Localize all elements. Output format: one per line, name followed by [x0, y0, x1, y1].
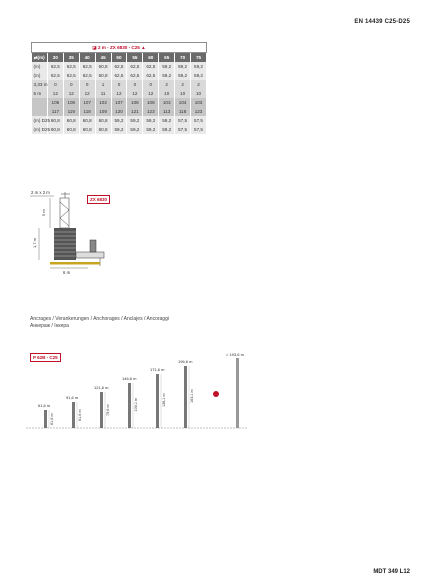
table-cell: 60,8	[63, 125, 79, 134]
counterweight-icon: ▲	[141, 44, 146, 50]
table-cell: 0	[79, 80, 95, 89]
table-cell: 109	[95, 107, 111, 116]
table-cell: 12	[143, 89, 159, 98]
tower-column	[150, 367, 166, 428]
row-label: 5 m	[32, 89, 48, 98]
height-dim-1: 5 m	[41, 209, 46, 216]
table-cell: 12	[79, 89, 95, 98]
table-cell: 60,8	[47, 125, 63, 134]
anchors-caption	[30, 316, 169, 330]
table-cell: 59,2	[111, 125, 127, 134]
table-cell: 59,2	[159, 71, 175, 80]
top-dim-label: 2 m x 2 m	[31, 190, 50, 195]
table-row	[32, 116, 207, 125]
tower-bar	[184, 366, 187, 428]
table-cell: 57,5	[191, 116, 207, 125]
jib-length: 75	[191, 53, 207, 63]
jib-header: ⇄(m)	[32, 53, 48, 63]
table-cell: 10	[175, 89, 191, 98]
table-cell: 121	[127, 107, 143, 116]
anchors-line-1: Ancrages / Verankerungen / Anchorages / Anclajes / Ancoraggi	[30, 316, 169, 322]
table-cell: 62,5	[111, 62, 127, 71]
max-tower-bar	[236, 358, 239, 428]
row-label: (m) D25	[33, 127, 51, 132]
table-cell: 60,8	[95, 71, 111, 80]
tower-top-label: 196,6 m	[178, 359, 193, 364]
table-cell: 10	[191, 89, 207, 98]
tower-mid-label: 138,1 m	[162, 393, 166, 407]
table-row	[32, 125, 207, 134]
table-cell: 1	[95, 80, 111, 89]
table-cell: 108	[127, 98, 143, 107]
tower-column	[122, 376, 138, 428]
row-label	[32, 107, 48, 116]
mast-base	[54, 228, 76, 260]
table-cell: 0	[127, 80, 143, 89]
table-cell: 108	[143, 98, 159, 107]
table-cell: 11	[95, 89, 111, 98]
jib-icon: ⇄	[33, 54, 38, 60]
table-row	[32, 80, 207, 89]
tower-bar	[100, 392, 103, 428]
table-cell: 10	[159, 89, 175, 98]
tower-top-label: 61,6 m	[38, 403, 51, 408]
table-cell: 59,2	[111, 116, 127, 125]
table-cell: 0	[111, 80, 127, 89]
tower-mid-label: 61,6 m	[78, 409, 82, 421]
table-cell: 59,2	[159, 62, 175, 71]
table-cell: 106	[63, 98, 79, 107]
table-cell: 62,5	[127, 71, 143, 80]
jib-length: 70	[175, 53, 191, 63]
tower-top-label: 91,6 m	[66, 395, 79, 400]
jib-length: 50	[111, 53, 127, 63]
jib-length: 30	[47, 53, 63, 63]
table-cell: 62,5	[63, 71, 79, 80]
table-row	[32, 71, 207, 80]
table-cell: 60,8	[95, 125, 111, 134]
jib-length: 35	[63, 53, 79, 63]
table-cell: 2	[175, 80, 191, 89]
table-cell: 59,2	[127, 125, 143, 134]
table-cell: 123	[191, 107, 207, 116]
tower-column	[178, 359, 194, 428]
tower-mid-label: 163,1 m	[190, 389, 194, 403]
jib-length: 65	[159, 53, 175, 63]
table-cell: 119	[63, 107, 79, 116]
jib-length: 45	[95, 53, 111, 63]
row-label: (m)	[32, 62, 48, 71]
table-cell: 2	[159, 80, 175, 89]
max-height-label: > 193,6 m	[226, 352, 244, 357]
table-cell: 12	[47, 89, 63, 98]
table-cell: 103	[191, 98, 207, 107]
table-cell: 62,5	[47, 62, 63, 71]
tower-top-label: 146,6 m	[122, 376, 137, 381]
table-cell: 62,5	[79, 62, 95, 71]
table-cell: 60,8	[63, 116, 79, 125]
footer-code: MDT 349 L12	[373, 569, 410, 575]
table-cell: 12	[63, 89, 79, 98]
table-cell: 60,8	[95, 62, 111, 71]
table-cell: 0	[63, 80, 79, 89]
table-cell: 105	[47, 98, 63, 107]
table-cell: 59,2	[175, 71, 191, 80]
table-row	[32, 107, 207, 116]
table-cell: 60,8	[47, 116, 63, 125]
table-cell: 123	[143, 107, 159, 116]
table-cell: 62,5	[111, 71, 127, 80]
tower-column	[38, 403, 54, 428]
table-cell: 107	[79, 98, 95, 107]
table-cell: 102	[95, 98, 111, 107]
table-cell: 120	[111, 107, 127, 116]
row-label: 3,33 m	[33, 82, 48, 87]
tower-bar	[128, 383, 131, 428]
crane-model-tag: ZX 6830	[87, 195, 110, 204]
tower-mid-label: 100,1 m	[134, 397, 138, 412]
table-cell: 59,2	[191, 71, 207, 80]
anchors-line-2: Анкераж / Iнкера	[30, 323, 69, 329]
table-cell: 2	[191, 80, 207, 89]
table-cell: 62,5	[47, 71, 63, 80]
table-cell: 57,5	[191, 125, 207, 134]
tower-top-label: 171,6 m	[150, 367, 165, 372]
config-header	[32, 43, 207, 53]
crane-spec-table	[31, 42, 207, 134]
document-code: EN 14439 C25-D25	[354, 19, 410, 25]
tower-bar	[72, 402, 75, 428]
tower-bar	[156, 374, 159, 428]
table-cell: 60,8	[79, 125, 95, 134]
tower-mid-label: 79,6 m	[106, 404, 110, 416]
table-cell: 117	[47, 107, 63, 116]
table-cell: 59,2	[127, 116, 143, 125]
table-cell: 60,8	[79, 116, 95, 125]
tower-mid-label: 61,6 m	[50, 413, 54, 425]
table-cell: 12	[111, 89, 127, 98]
row-label	[32, 98, 48, 107]
table-cell: 62,5	[127, 62, 143, 71]
tower-column	[94, 385, 110, 428]
row-label: (m)	[32, 71, 48, 80]
height-dim-2: 1,7 m	[32, 237, 37, 248]
table-cell: 59,2	[159, 125, 175, 134]
tower-heights-figure	[26, 348, 256, 438]
table-cell: 59,2	[143, 116, 159, 125]
table-cell: 62,5	[143, 71, 159, 80]
warning-icon: ◪	[92, 44, 97, 50]
table-cell: 59,2	[159, 116, 175, 125]
table-cell: 103	[159, 98, 175, 107]
table-cell: 59,2	[191, 62, 207, 71]
tower-top-label: 121,6 m	[94, 385, 109, 390]
table-row	[32, 62, 207, 71]
row-label: (m) D25	[33, 118, 51, 123]
table-cell: 57,5	[175, 116, 191, 125]
table-cell: 12	[127, 89, 143, 98]
table-cell: 113	[159, 107, 175, 116]
tower-bar	[44, 410, 47, 428]
table-cell: 60,8	[95, 116, 111, 125]
table-cell: 59,2	[175, 62, 191, 71]
table-cell: 57,5	[175, 125, 191, 134]
table-row	[32, 89, 207, 98]
table-cell: 0	[47, 80, 63, 89]
table-cell: 0	[143, 80, 159, 89]
tower-config-tag: P 62B - C25	[30, 353, 61, 362]
base-dim-label: 6 m	[63, 270, 71, 275]
config-label: 2 m - ZX 6830 - C25	[97, 44, 140, 50]
table-cell: 59,2	[143, 125, 159, 134]
jib-length: 55	[127, 53, 143, 63]
table-row	[32, 98, 207, 107]
table-cell: 107	[111, 98, 127, 107]
jib-length: 60	[143, 53, 159, 63]
tower-column	[66, 395, 82, 428]
table-cell: 104	[175, 98, 191, 107]
table-cell: 118	[175, 107, 191, 116]
table-cell: 118	[79, 107, 95, 116]
table-cell: 62,5	[143, 62, 159, 71]
mast-top	[60, 192, 70, 228]
ground-plate	[50, 262, 100, 265]
table-cell: 62,5	[63, 62, 79, 71]
warning-icon	[213, 391, 219, 397]
jib-length: 40	[79, 53, 95, 63]
table-cell: 62,5	[79, 71, 95, 80]
